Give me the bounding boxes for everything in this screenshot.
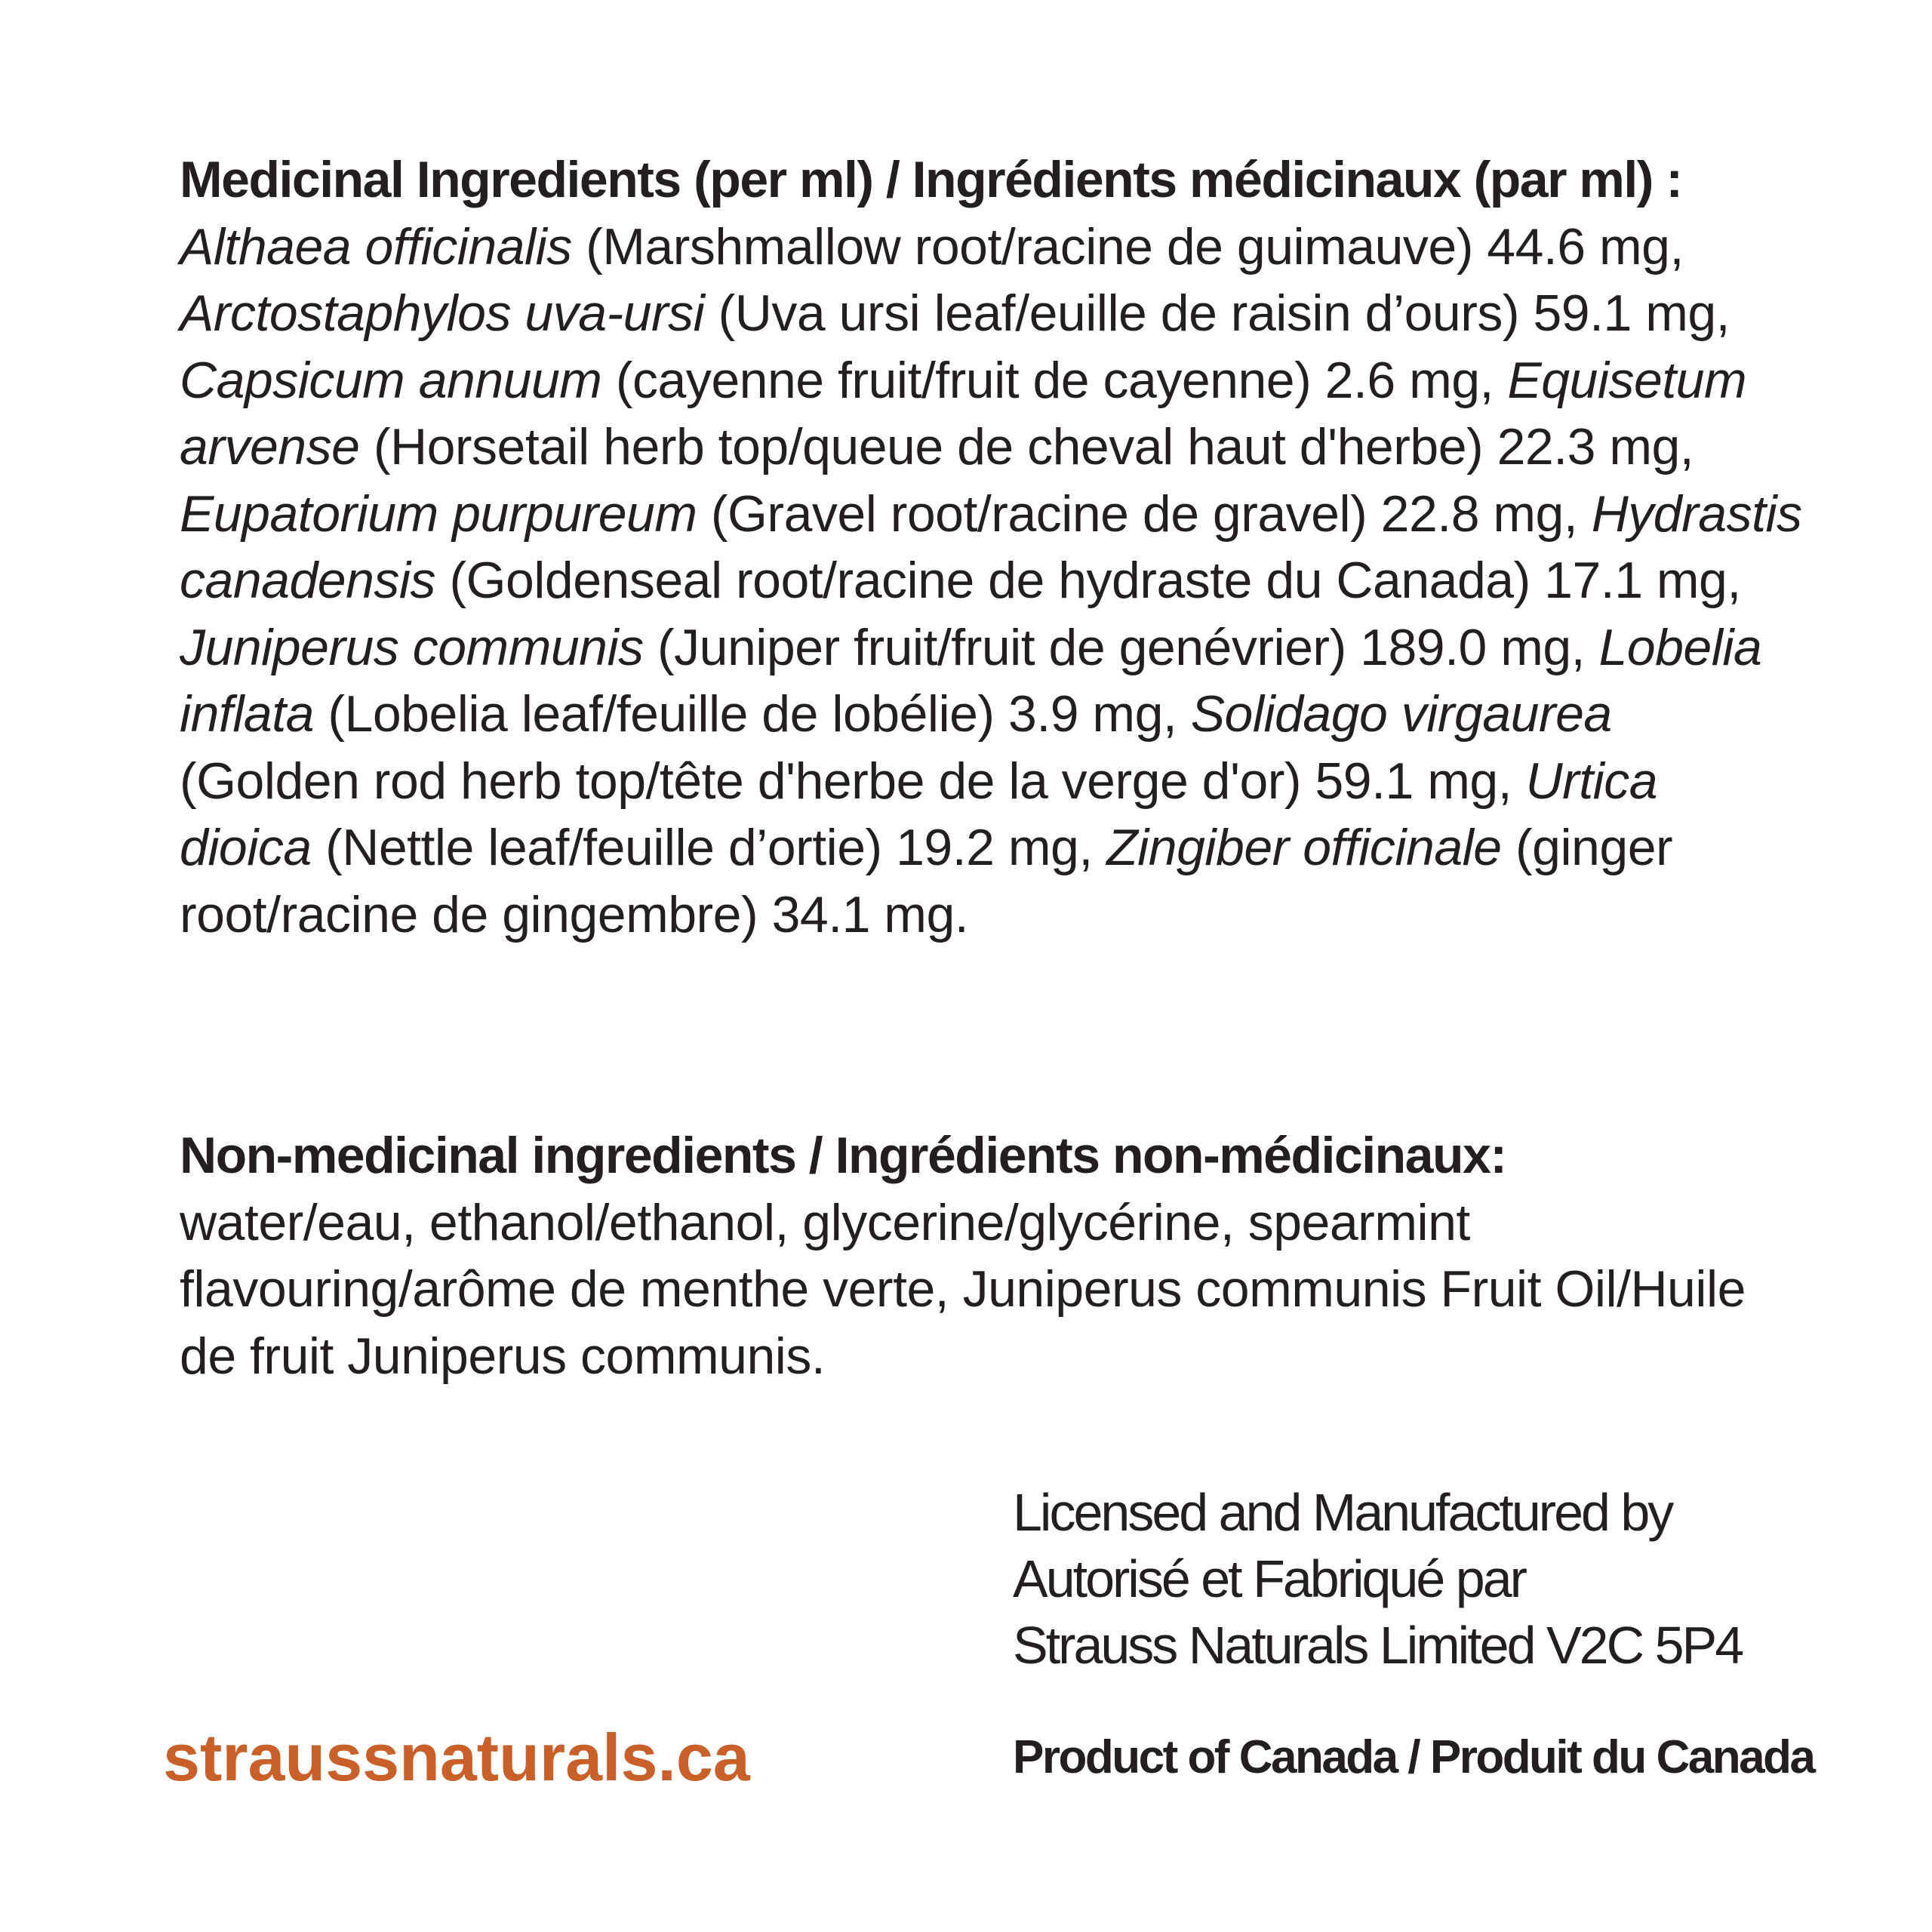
ingredient-latin-name: Juniperus communis	[180, 618, 644, 676]
ingredient-latin-name: Capsicum annuum	[180, 351, 602, 409]
medicinal-ingredients-heading: Medicinal Ingredients (per ml) / Ingrédients médicinaux (par ml) :	[180, 151, 1682, 208]
non-medicinal-ingredients-text: water/eau, ethanol/ethanol, glycerine/glycérine, spearmint flavouring/arôme de menthe verte, Juniperus communis Fruit Oil/Huile de fruit Juniperus communis.	[180, 1193, 1746, 1385]
ingredient-common-name: (Golden rod herb top/tête d'herbe de la verge d'or)	[180, 752, 1302, 810]
ingredient-common-name: (Horsetail herb top/queue de cheval haut d'herbe)	[373, 418, 1484, 475]
ingredient-common-name: (Juniper fruit/fruit de genévrier)	[657, 618, 1346, 676]
ingredient-item	[180, 619, 1585, 676]
manufacturer-line-1: Licensed and Manufactured by	[1013, 1483, 1672, 1542]
ingredient-latin-name: Zingiber officinale	[1106, 819, 1502, 876]
ingredient-amount: 34.1 mg.	[771, 885, 969, 943]
ingredient-latin-name: Lobelia inflata	[180, 618, 1762, 743]
non-medicinal-ingredients-heading: Non-medicinal ingredients / Ingrédients non-médicinaux:	[180, 1127, 1506, 1184]
ingredient-latin-name: Urtica dioica	[180, 752, 1658, 876]
ingredient-common-name: (Goldenseal root/racine de hydraste du Canada)	[449, 552, 1531, 609]
medicinal-ingredients-section	[180, 146, 1802, 948]
ingredient-common-name: (cayenne fruit/fruit de cayenne)	[615, 351, 1312, 409]
manufacturer-line-2: Autorisé et Fabriqué par	[1013, 1549, 1525, 1608]
ingredient-latin-name: Althaea officinalis	[180, 217, 572, 275]
non-medicinal-ingredients-section	[180, 1122, 1802, 1389]
ingredient-latin-name: Equisetum arvense	[180, 351, 1747, 475]
ingredient-amount: 22.8 mg,	[1380, 485, 1578, 543]
ingredient-common-name: (ginger root/racine de gingembre)	[180, 819, 1673, 943]
ingredient-item	[180, 285, 1730, 342]
ingredient-latin-name: Hydrastis canadensis	[180, 485, 1802, 609]
ingredient-amount: 19.2 mg,	[896, 819, 1093, 876]
ingredient-amount: 17.1 mg,	[1544, 552, 1741, 609]
ingredient-common-name: (Lobelia leaf/feuille de lobélie)	[328, 685, 995, 743]
ingredient-item	[180, 352, 1494, 409]
ingredient-item	[180, 218, 1684, 275]
ingredient-amount: 59.1 mg,	[1533, 285, 1730, 342]
ingredient-latin-name: Eupatorium purpureum	[180, 485, 697, 543]
ingredient-amount: 3.9 mg,	[1008, 685, 1177, 743]
ingredient-amount: 44.6 mg,	[1487, 217, 1684, 275]
manufacturer-line-3: Strauss Naturals Limited V2C 5P4	[1013, 1616, 1743, 1675]
ingredient-amount: 189.0 mg,	[1360, 618, 1586, 676]
ingredient-amount: 22.3 mg,	[1497, 418, 1694, 475]
ingredient-latin-name: Arctostaphylos uva-ursi	[180, 285, 705, 342]
ingredient-common-name: (Marshmallow root/racine de guimauve)	[586, 217, 1473, 275]
ingredient-item	[180, 485, 1577, 543]
ingredient-common-name: (Nettle leaf/feuille d’ortie)	[325, 819, 882, 876]
manufacturer-info	[1013, 1479, 1881, 1678]
website-url: straussnaturals.ca	[163, 1720, 750, 1795]
ingredient-amount: 2.6 mg,	[1324, 351, 1494, 409]
product-origin: Product of Canada / Produit du Canada	[1013, 1731, 1814, 1783]
ingredient-common-name: (Uva ursi leaf/euille de raisin d’ours)	[718, 285, 1520, 342]
ingredient-amount: 59.1 mg,	[1315, 752, 1512, 810]
ingredient-common-name: (Gravel root/racine de gravel)	[710, 485, 1367, 543]
ingredient-latin-name: Solidago virgaurea	[1190, 685, 1612, 743]
